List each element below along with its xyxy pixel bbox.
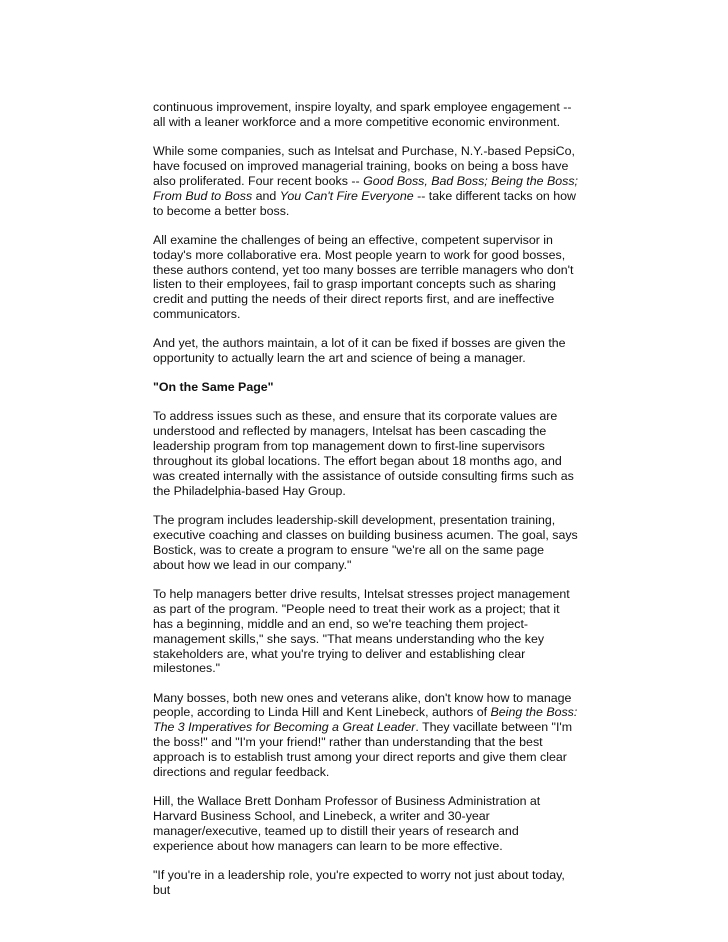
body-paragraph — [153, 794, 578, 854]
body-paragraph — [153, 100, 578, 130]
document-page — [153, 100, 578, 912]
body-paragraph — [153, 513, 578, 573]
paragraph-text: The program includes leadership-skill development, presentation training, executive coaching and classes on building business acumen. The goal, says Bostick, was to create a program to ensure "we're all on the same page about how we lead in our company." — [153, 513, 578, 572]
paragraph-text: continuous improvement, inspire loyalty, and spark employee engagement -- all with a leaner workforce and a more competitive economic environment. — [153, 100, 572, 129]
body-paragraph — [153, 233, 578, 322]
paragraph-text: All examine the challenges of being an effective, competent supervisor in today's more collaborative era. Most people yearn to work for good bosses, these authors contend, yet too many bosses are terrible managers who don't listen to their employees, fail to grasp important concepts such as sharing credit and putting the needs of their direct reports first, and are ineffective communicators. — [153, 232, 574, 322]
italic-title-text: Being the Boss: The 3 Imperatives for Becoming a Great Leader — [153, 705, 578, 735]
paragraph-text: While some companies, such as Intelsat and Purchase, N.Y.-based PepsiCo, have focused on improved managerial training, books on being a boss have also proliferated. Four recent books -- — [153, 144, 575, 188]
paragraph-text: Many bosses, both new ones and veterans alike, don't know how to manage people, according to Linda Hill and Kent Linebeck, authors of — [153, 690, 572, 720]
paragraph-text: and — [252, 188, 280, 203]
paragraph-text: . They vacillate between "I'm the boss!" and "I'm your friend!" rather than understanding that the best approach is to establish trust among your direct reports and give them clear directions and regular feedback. — [153, 720, 573, 780]
body-paragraph — [153, 587, 578, 676]
paragraph-text: "If you're in a leadership role, you're expected to worry not just about today, but — [153, 867, 565, 897]
paragraph-text: To address issues such as these, and ensure that its corporate values are understood and reflected by managers, Intelsat has been cascading the leadership program from top management down to first-line supervisors throughout its global locations. The effort began about 18 months ago, and was created internally with the assistance of outside consulting firms such as the Philadelphia-based Hay Group. — [153, 409, 574, 498]
section-heading — [153, 380, 578, 395]
paragraph-text: To help managers better drive results, Intelsat stresses project management as part of the program. "People need to treat their work as a project; that it has a beginning, middle and an end, so we're teaching them project-management skills," she says. "That means understanding who the key stakeholders are, what you're trying to deliver and establishing clear milestones." — [153, 586, 570, 676]
body-paragraph — [153, 336, 578, 366]
body-paragraph — [153, 144, 578, 219]
paragraph-text: Hill, the Wallace Brett Donham Professor of Business Administration at Harvard Business School, and Linebeck, a writer and 30-year manager/executive, teamed up to distill their years of research and experience about how managers can learn to be more effective. — [153, 794, 541, 853]
italic-title-text: You Can't Fire Everyone — [279, 188, 414, 203]
italic-title-text: Good Boss, Bad Boss; Being the Boss; From Bud to Boss — [153, 173, 578, 203]
body-paragraph — [153, 691, 578, 780]
paragraph-text: And yet, the authors maintain, a lot of it can be fixed if bosses are given the opportunity to actually learn the art and science of being a manager. — [153, 336, 566, 366]
body-paragraph — [153, 409, 578, 498]
paragraph-text: -- take different tacks on how to become a better boss. — [153, 188, 576, 218]
body-paragraph — [153, 868, 578, 898]
paragraph-text: "On the Same Page" — [153, 380, 274, 395]
